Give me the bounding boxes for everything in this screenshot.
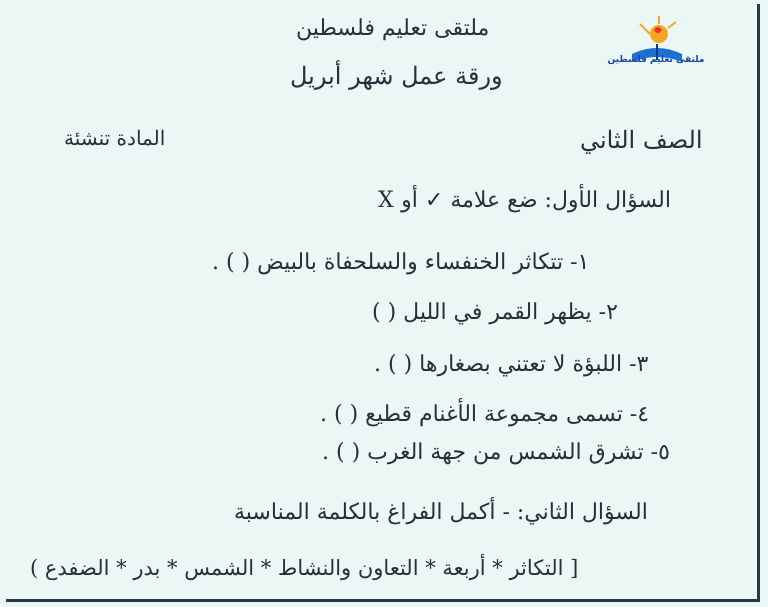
logo-caption: ملتقى تعليم فلسطين [607, 55, 705, 65]
word-bank: [ التكاثر * أربعة * التعاون والنشاط * الشمس * بدر * الضفدع ) [30, 556, 579, 580]
site-title: ملتقى تعليم فلسطين [296, 16, 490, 41]
question1-item: ٥- تشرق الشمس من جهة الغرب ( ) . [322, 440, 670, 465]
grade-label: الصف الثاني [580, 126, 703, 154]
question1-title: السؤال الأول: ضع علامة ✓ أو X [378, 188, 671, 213]
sheet-title: ورقة عمل شهر أبريل [290, 62, 503, 90]
question1-item: ٤- تسمى مجموعة الأغنام قطيع ( ) . [320, 402, 650, 427]
subject-label: المادة تنشئة [64, 126, 166, 150]
question1-item: ٢- يظهر القمر في الليل ( ) [372, 300, 618, 325]
question1-item: ٣- اللبؤة لا تعتني بصغارها ( ) . [374, 352, 649, 377]
question2-title: السؤال الثاني: - أكمل الفراغ بالكلمة المناسبة [234, 500, 648, 525]
question1-item: ١- تتكاثر الخنفساء والسلحفاة بالبيض ( ) . [212, 250, 590, 275]
site-logo [612, 14, 702, 74]
